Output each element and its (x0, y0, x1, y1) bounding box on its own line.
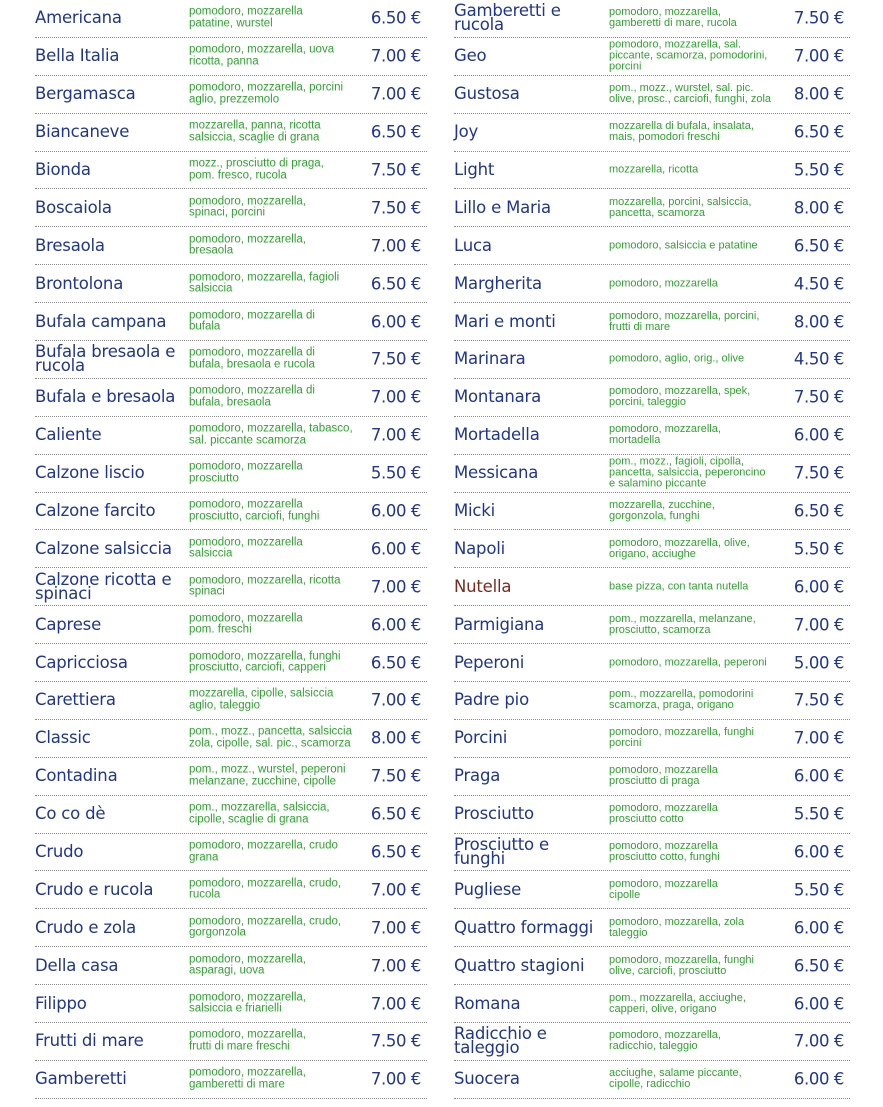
pizza-price: 6.00 € (793, 425, 844, 445)
pizza-price: 5.50 € (793, 804, 844, 824)
pizza-name: Mari e monti (454, 311, 556, 331)
menu-column-left (35, 0, 427, 1099)
pizza-price: 7.00 € (370, 577, 421, 597)
pizza-price: 6.50 € (793, 122, 844, 142)
menu-item (454, 758, 850, 796)
menu-item (35, 947, 427, 985)
pizza-name: Prosciutto (454, 804, 534, 824)
pizza-ingredients: pomodoro, mozzarella, asparagi, uova (189, 953, 306, 977)
pizza-name: Gamberetti (35, 1069, 127, 1089)
pizza-price: 7.00 € (370, 236, 421, 256)
pizza-ingredients: pomodoro, mozzarella, salsiccia e friarielli (189, 991, 306, 1015)
pizza-price: 7.00 € (370, 1069, 421, 1089)
pizza-name: Caliente (35, 425, 102, 445)
menu-item (35, 1023, 427, 1061)
pizza-ingredients: pomodoro, mozzarella, tabasco, sal. piccante scamorza (189, 422, 353, 447)
pizza-name: Montanara (454, 387, 542, 407)
pizza-price: 6.00 € (370, 539, 421, 559)
menu-item (454, 227, 850, 265)
pizza-ingredients: pomodoro, mozzarella, funghi olive, carciofi, prosciutto (609, 953, 754, 977)
pizza-ingredients: pom., mozz., wurstel, sal. pic. olive, prosc., carciofi, funghi, zola (609, 82, 772, 106)
pizza-price: 7.00 € (370, 46, 421, 66)
pizza-name: Quattro formaggi (454, 917, 594, 937)
pizza-ingredients: mozz., prosciutto di praga, pom. fresco, rucola (189, 157, 324, 181)
menu-item (454, 303, 850, 341)
pizza-ingredients: pom., mozz., pancetta, salsiccia zola, cipolle, sal. pic., scamorza (189, 725, 352, 750)
pizza-ingredients: pomodoro, mozzarella, olive, origano, acciughe (609, 536, 750, 560)
pizza-price: 5.50 € (793, 539, 844, 559)
pizza-ingredients: mozzarella, cipolle, salsiccia aglio, taleggio (189, 687, 334, 712)
pizza-price: 7.50 € (370, 198, 421, 218)
menu-item (454, 455, 850, 493)
menu-item (35, 0, 427, 38)
menu-item (35, 114, 427, 152)
pizza-ingredients: pomodoro, mozzarella, mortadella (609, 423, 721, 447)
menu-item (35, 758, 427, 796)
menu-item (35, 1061, 427, 1099)
menu-item (35, 682, 427, 720)
pizza-price: 7.00 € (370, 425, 421, 445)
pizza-name: Pugliese (454, 879, 522, 899)
menu-item (35, 76, 427, 114)
menu-item (35, 985, 427, 1023)
pizza-price: 6.50 € (793, 236, 844, 256)
menu-item (454, 530, 850, 568)
menu-item (454, 985, 850, 1023)
pizza-name: Bella Italia (35, 46, 120, 66)
pizza-ingredients: pomodoro, mozzarella prosciutto cotto (609, 802, 718, 826)
menu-item (35, 644, 427, 682)
menu-item (454, 568, 850, 606)
menu-item (454, 379, 850, 417)
pizza-price: 6.00 € (370, 501, 421, 521)
pizza-name: Co co dè (35, 804, 106, 824)
menu-item (35, 909, 427, 947)
pizza-name: Calzone salsiccia (35, 538, 172, 558)
pizza-ingredients: pomodoro, mozzarella, spinaci, porcini (189, 195, 306, 219)
pizza-name: Gamberetti e rucola (454, 1, 561, 35)
pizza-name: Messicana (454, 463, 539, 483)
pizza-ingredients: pomodoro, mozzarella, zola taleggio (609, 915, 745, 939)
pizza-ingredients: pomodoro, mozzarella, crudo, rucola (189, 877, 342, 901)
pizza-ingredients: pom., mozz., fagioli, cipolla, pancetta, salsiccia, peperoncino e salamino piccante (609, 455, 766, 490)
menu-item (454, 189, 850, 227)
pizza-name: Bergamasca (35, 84, 136, 104)
menu-item (35, 189, 427, 227)
menu-item (454, 1061, 850, 1099)
pizza-price: 6.50 € (370, 804, 421, 824)
pizza-ingredients: pomodoro, mozzarella, funghi porcini (609, 726, 754, 750)
pizza-price: 5.00 € (793, 653, 844, 673)
pizza-ingredients: pomodoro, mozzarella, crudo grana (189, 839, 338, 864)
pizza-name: Calzone farcito (35, 501, 156, 521)
pizza-name: Biancaneve (35, 122, 130, 142)
pizza-ingredients: pomodoro, mozzarella salsiccia (189, 536, 303, 560)
pizza-name: Bufala bresaola e rucola (35, 342, 176, 376)
pizza-ingredients: pomodoro, mozzarella, funghi prosciutto, carciofi, capperi (189, 650, 341, 674)
pizza-price: 8.00 € (793, 84, 844, 104)
menu-item (454, 0, 850, 38)
menu-column-right (454, 0, 850, 1099)
pizza-ingredients: pomodoro, mozzarella prosciutto di praga (609, 764, 718, 788)
pizza-ingredients: base pizza, con tanta nutella (609, 580, 749, 593)
pizza-ingredients: pomodoro, mozzarella di bufala (189, 309, 315, 333)
pizza-name: Bufala e bresaola (35, 387, 176, 407)
pizza-ingredients: acciughe, salame piccante, cipolle, radicchio (609, 1067, 742, 1091)
pizza-ingredients: pomodoro, mozzarella prosciutto (189, 460, 303, 485)
pizza-ingredients: pomodoro, mozzarella, bresaola (189, 233, 306, 257)
pizza-price: 6.00 € (793, 918, 844, 938)
pizza-ingredients: mozzarella, zucchine, gorgonzola, funghi (609, 499, 715, 523)
menu-item (35, 379, 427, 417)
menu-item (454, 1023, 850, 1061)
menu-item (35, 227, 427, 265)
pizza-ingredients: pomodoro, mozzarella, frutti di mare freschi (189, 1028, 306, 1053)
menu-item (454, 493, 850, 531)
pizza-ingredients: pomodoro, mozzarella, porcini aglio, prezzemolo (189, 81, 344, 106)
pizza-name: Crudo (35, 842, 84, 862)
pizza-ingredients: pom., mozzarella, salsiccia, cipolle, scaglie di grana (189, 801, 330, 826)
pizza-ingredients: pomodoro, mozzarella, radicchio, taleggio (609, 1029, 721, 1053)
pizza-ingredients: pomodoro, mozzarella, sal. piccante, scamorza, pomodorini, porcini (609, 38, 768, 73)
pizza-ingredients: pomodoro, mozzarella (609, 277, 718, 290)
pizza-name: Caprese (35, 614, 102, 634)
pizza-price: 6.50 € (370, 122, 421, 142)
pizza-name: Capricciosa (35, 652, 128, 672)
pizza-price: 7.50 € (793, 690, 844, 710)
pizza-name: Radicchio e taleggio (454, 1024, 547, 1058)
menu-item (454, 76, 850, 114)
pizza-name: Romana (454, 993, 521, 1013)
menu-item (35, 303, 427, 341)
pizza-price: 5.50 € (793, 160, 844, 180)
pizza-price: 6.50 € (370, 8, 421, 28)
pizza-name: Quattro stagioni (454, 955, 585, 975)
pizza-name: Frutti di mare (35, 1031, 144, 1051)
pizza-name: Peperoni (454, 652, 525, 672)
pizza-name: Bufala campana (35, 311, 167, 331)
menu-item (35, 38, 427, 76)
pizza-ingredients: pomodoro, mozzarella, gamberetti di mare (189, 1066, 306, 1091)
pizza-price: 6.00 € (793, 766, 844, 786)
pizza-ingredients: pomodoro, mozzarella, fagioli salsiccia (189, 271, 340, 295)
menu-item (35, 152, 427, 190)
menu-item (35, 834, 427, 872)
menu-item (454, 341, 850, 379)
pizza-name: Parmigiana (454, 614, 545, 634)
pizza-name: Napoli (454, 538, 505, 558)
pizza-price: 7.00 € (370, 956, 421, 976)
menu-item (35, 530, 427, 568)
pizza-price: 7.50 € (370, 349, 421, 369)
pizza-ingredients: pomodoro, mozzarella, porcini, frutti di mare (609, 309, 760, 333)
pizza-name: Luca (454, 235, 492, 255)
pizza-price: 7.50 € (370, 160, 421, 180)
pizza-name: Geo (454, 46, 487, 66)
pizza-price: 6.00 € (793, 577, 844, 597)
pizza-price: 6.00 € (370, 615, 421, 635)
menu-item (454, 834, 850, 872)
pizza-name: Praga (454, 766, 501, 786)
pizza-name: Mortadella (454, 425, 540, 445)
menu-item (454, 796, 850, 834)
pizza-ingredients: mozzarella, panna, ricotta salsiccia, scaglie di grana (189, 119, 321, 144)
menu-item (454, 114, 850, 152)
pizza-name: Calzone liscio (35, 463, 145, 483)
menu-item (35, 720, 427, 758)
pizza-price: 6.50 € (370, 842, 421, 862)
pizza-ingredients: pomodoro, mozzarella, crudo, gorgonzola (189, 915, 342, 939)
pizza-ingredients: pomodoro, mozzarella di bufala, bresaola e rucola (189, 346, 315, 371)
pizza-price: 6.00 € (370, 312, 421, 332)
menu-item (454, 644, 850, 682)
menu-item (454, 606, 850, 644)
pizza-price: 5.50 € (370, 463, 421, 483)
pizza-price: 6.00 € (793, 1069, 844, 1089)
pizza-name: Filippo (35, 993, 87, 1013)
pizza-name: Bionda (35, 160, 91, 179)
pizza-ingredients: mozzarella, porcini, salsiccia, pancetta, scamorza (609, 195, 752, 219)
menu-item (454, 38, 850, 76)
pizza-price: 8.00 € (370, 728, 421, 748)
menu-item (35, 455, 427, 493)
pizza-name: Micki (454, 501, 496, 521)
pizza-price: 6.50 € (370, 653, 421, 673)
pizza-price: 7.50 € (370, 1031, 421, 1051)
menu-item (35, 417, 427, 455)
pizza-name: Suocera (454, 1069, 520, 1089)
pizza-name: Crudo e zola (35, 917, 137, 937)
pizza-ingredients: pom., mozzarella, pomodorini scamorza, praga, origano (609, 688, 754, 712)
menu-item (454, 152, 850, 190)
menu-item (35, 265, 427, 303)
menu-item (35, 568, 427, 606)
pizza-price: 7.50 € (793, 387, 844, 407)
pizza-price: 7.00 € (793, 615, 844, 635)
pizza-ingredients: pomodoro, mozzarella, peperoni (609, 656, 767, 669)
pizza-ingredients: pomodoro, mozzarella, spek, porcini, taleggio (609, 385, 751, 409)
pizza-ingredients: pomodoro, mozzarella cipolle (609, 877, 718, 901)
pizza-price: 6.00 € (793, 842, 844, 862)
pizza-price: 6.50 € (370, 274, 421, 294)
menu-item (454, 720, 850, 758)
pizza-ingredients: pomodoro, mozzarella di bufala, bresaola (189, 384, 315, 409)
menu-item (35, 493, 427, 531)
pizza-price: 6.50 € (793, 501, 844, 521)
pizza-ingredients: mozzarella, ricotta (609, 163, 699, 176)
pizza-ingredients: pomodoro, mozzarella patatine, wurstel (189, 5, 303, 30)
pizza-price: 6.50 € (793, 956, 844, 976)
pizza-price: 7.50 € (370, 766, 421, 786)
pizza-ingredients: mozzarella di bufala, insalata, mais, pomodori freschi (609, 120, 754, 144)
pizza-name: Brontolona (35, 273, 124, 293)
pizza-name: Boscaiola (35, 197, 112, 217)
pizza-name: Marinara (454, 349, 526, 369)
pizza-ingredients: pomodoro, mozzarella, uova ricotta, panna (189, 43, 335, 68)
pizza-name: Margherita (454, 273, 542, 293)
pizza-price: 7.00 € (370, 994, 421, 1014)
pizza-price: 7.00 € (793, 1031, 844, 1051)
pizza-name: Carettiera (35, 690, 116, 710)
pizza-name: Prosciutto e funghi (454, 835, 549, 869)
pizza-price: 8.00 € (793, 312, 844, 332)
menu-item (454, 871, 850, 909)
menu-item (454, 947, 850, 985)
pizza-name: Light (454, 160, 495, 179)
pizza-price: 7.00 € (793, 46, 844, 66)
pizza-price: 5.50 € (793, 880, 844, 900)
pizza-price: 7.50 € (793, 463, 844, 483)
pizza-ingredients: pomodoro, mozzarella, ricotta spinaci (189, 574, 341, 598)
pizza-name: Porcini (454, 728, 508, 748)
pizza-price: 7.00 € (370, 690, 421, 710)
pizza-ingredients: pom., mozz., wurstel, peperoni melanzane, zucchine, cipolle (189, 763, 346, 788)
pizza-ingredients: pomodoro, mozzarella, gamberetti di mare, rucola (609, 6, 737, 30)
pizza-name: Della casa (35, 955, 119, 975)
pizza-ingredients: pomodoro, mozzarella pom. freschi (189, 612, 303, 636)
pizza-name: Americana (35, 8, 122, 28)
pizza-price: 8.00 € (793, 198, 844, 218)
pizza-price: 7.00 € (370, 84, 421, 104)
pizza-ingredients: pomodoro, mozzarella prosciutto, carciofi, funghi (189, 498, 320, 523)
menu-item (35, 796, 427, 834)
pizza-name: Classic (35, 728, 91, 748)
pizza-price: 4.50 € (793, 274, 844, 294)
pizza-name: Joy (454, 122, 479, 142)
menu-item (454, 417, 850, 455)
pizza-name: Crudo e rucola (35, 879, 154, 899)
pizza-price: 4.50 € (793, 349, 844, 369)
menu-item (35, 341, 427, 379)
pizza-name: Contadina (35, 766, 118, 786)
menu-item (454, 265, 850, 303)
pizza-ingredients: pom., mozzarella, acciughe, capperi, olive, origano (609, 991, 746, 1015)
menu-item (35, 606, 427, 644)
pizza-ingredients: pom., mozzarella, melanzane, prosciutto, scamorza (609, 612, 756, 636)
pizza-name: Calzone ricotta e spinaci (35, 569, 172, 603)
pizza-ingredients: pomodoro, aglio, orig., olive (609, 352, 745, 365)
pizza-name: Lillo e Maria (454, 197, 551, 217)
pizza-price: 7.00 € (370, 918, 421, 938)
menu-item (35, 871, 427, 909)
pizza-ingredients: pomodoro, salsiccia e patatine (609, 239, 758, 252)
menu-item (454, 682, 850, 720)
pizza-price: 7.00 € (370, 387, 421, 407)
menu-item (454, 909, 850, 947)
pizza-price: 7.00 € (370, 880, 421, 900)
pizza-name: Bresaola (35, 235, 105, 255)
pizza-name: Gustosa (454, 84, 520, 104)
pizza-ingredients: pomodoro, mozzarella prosciutto cotto, funghi (609, 840, 720, 864)
pizza-price: 6.00 € (793, 994, 844, 1014)
pizza-name: Nutella (454, 576, 512, 596)
pizza-price: 7.50 € (793, 8, 844, 28)
pizza-price: 7.00 € (793, 728, 844, 748)
pizza-name: Padre pio (454, 690, 529, 710)
